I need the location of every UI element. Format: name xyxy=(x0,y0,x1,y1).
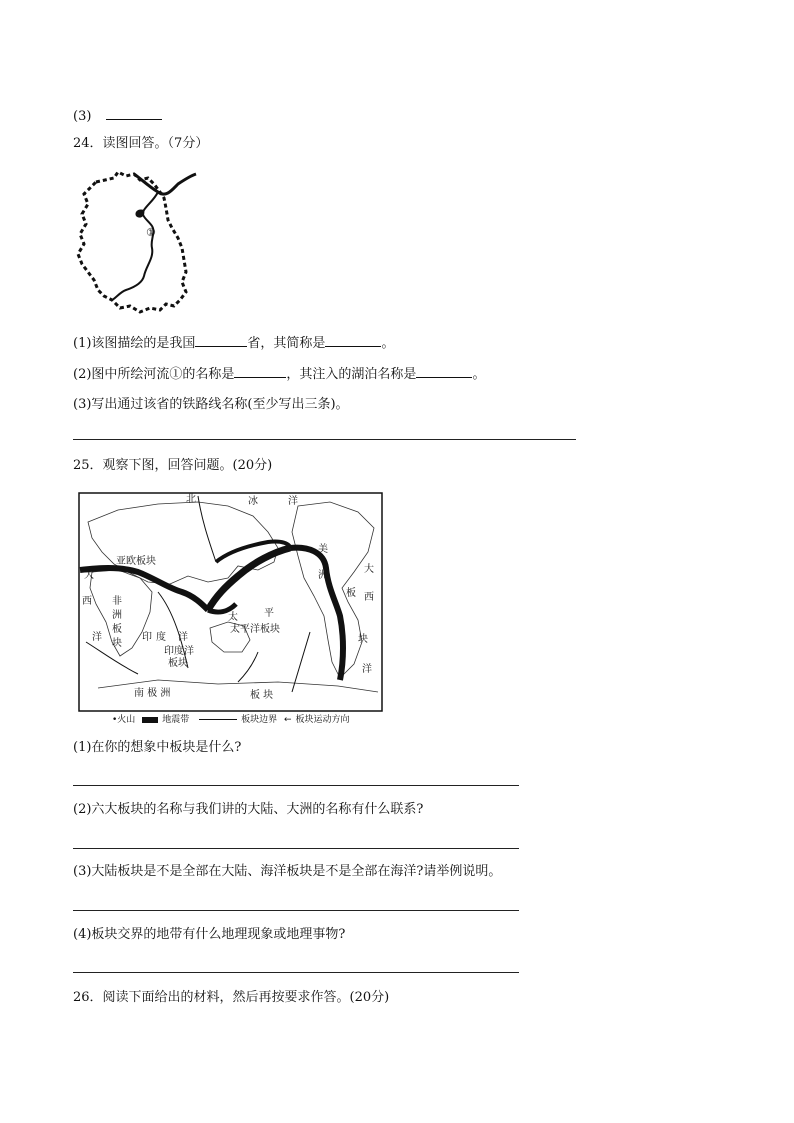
label-tai: 太 xyxy=(228,612,238,623)
label-indian-ocean: 印度洋 xyxy=(164,646,194,657)
legend-boundary-line xyxy=(199,719,237,720)
answer-blank[interactable] xyxy=(106,106,162,120)
q25-sub1: (1)在你的想象中板块是什么? xyxy=(73,740,242,755)
river-yangtze xyxy=(134,174,196,194)
q24-sub3: (3)写出通过该省的铁路线名称(至少写出三条)。 xyxy=(73,397,349,412)
q25-title: 25．观察下图，回答问题。(20分) xyxy=(73,458,273,473)
label-yang-l: 洋 xyxy=(92,632,102,643)
label-fei: 非 xyxy=(112,596,122,607)
label-da-l: 大 xyxy=(84,570,94,581)
q24-title: 24．读图回答。（7分） xyxy=(73,136,209,151)
label-ping: 平 xyxy=(264,608,274,619)
answer-line[interactable] xyxy=(73,785,519,786)
river-name-blank[interactable] xyxy=(234,364,286,378)
label-xi-l: 西 xyxy=(82,596,92,607)
label-yang-top: 洋 xyxy=(288,496,298,507)
label-bing: 冰 xyxy=(248,496,258,507)
label-indian-plate: 板块 xyxy=(168,658,188,669)
answer-line[interactable] xyxy=(73,439,576,440)
label-bei: 北 xyxy=(186,494,196,505)
label-yin: 印 xyxy=(142,632,152,643)
label-kuai-af: 块 xyxy=(112,638,122,649)
label-ban-r: 板 xyxy=(346,588,356,599)
province-blank[interactable] xyxy=(195,333,247,347)
answer-line[interactable] xyxy=(73,848,519,849)
province-outline-map xyxy=(74,168,202,316)
abbreviation-blank[interactable] xyxy=(325,333,381,347)
legend-quake: 地震带 xyxy=(162,715,190,725)
label-yang2: 洋 xyxy=(178,632,188,643)
label-pacific-plate: 太平洋板块 xyxy=(230,624,280,635)
river-xiang xyxy=(112,192,158,300)
legend-direction: 板块运动方向 xyxy=(295,715,350,725)
label-mei: 美 xyxy=(318,544,328,555)
label-kuai-r: 块 xyxy=(358,634,368,645)
q23-item3 xyxy=(73,106,162,126)
q25-sub4: (4)板块交界的地带有什么地理现象或地理事物? xyxy=(73,927,346,942)
q25-sub3: (3)大陆板块是不是全部在大陆、海洋板块是不是全部在海洋?请举例说明。 xyxy=(73,864,502,879)
q26-title: 26．阅读下面给出的材料，然后再按要求作答。(20分) xyxy=(73,990,390,1005)
q25-sub2: (2)六大板块的名称与我们讲的大陆、大洲的名称有什么联系? xyxy=(73,802,424,817)
label-xi: 西 xyxy=(364,592,374,603)
answer-line[interactable] xyxy=(73,972,519,973)
q23-item3-label: (3) xyxy=(73,109,92,124)
label-antarctica: 南 极 洲 xyxy=(134,688,171,699)
q24-sub1: (1)该图描绘的是我国 省，其简称是 。 xyxy=(73,333,394,353)
plate-tectonics-map xyxy=(78,492,383,712)
label-yang-r: 洋 xyxy=(362,664,372,675)
label-antarctic-plate: 板 块 xyxy=(250,690,274,701)
legend-quake-swatch xyxy=(142,717,158,723)
label-ban-af: 板 xyxy=(112,624,122,635)
label-da: 大 xyxy=(364,564,374,575)
q24-sub2: (2)图中所绘河流①的名称是 ，其注入的湖泊名称是 。 xyxy=(73,364,485,384)
river-marker: ① xyxy=(146,226,156,239)
arrow-left-icon: ← xyxy=(283,715,292,725)
label-du: 度 xyxy=(156,632,166,643)
lake-name-blank[interactable] xyxy=(416,364,472,378)
label-zhou: 洲 xyxy=(318,570,328,581)
label-zhou-af: 洲 xyxy=(112,610,122,621)
legend-volcano: •火山 xyxy=(112,715,136,725)
map-legend xyxy=(112,714,354,726)
legend-boundary: 板块边界 xyxy=(241,715,278,725)
label-eurasian-plate: 亚欧板块 xyxy=(116,556,156,567)
answer-line[interactable] xyxy=(73,910,519,911)
